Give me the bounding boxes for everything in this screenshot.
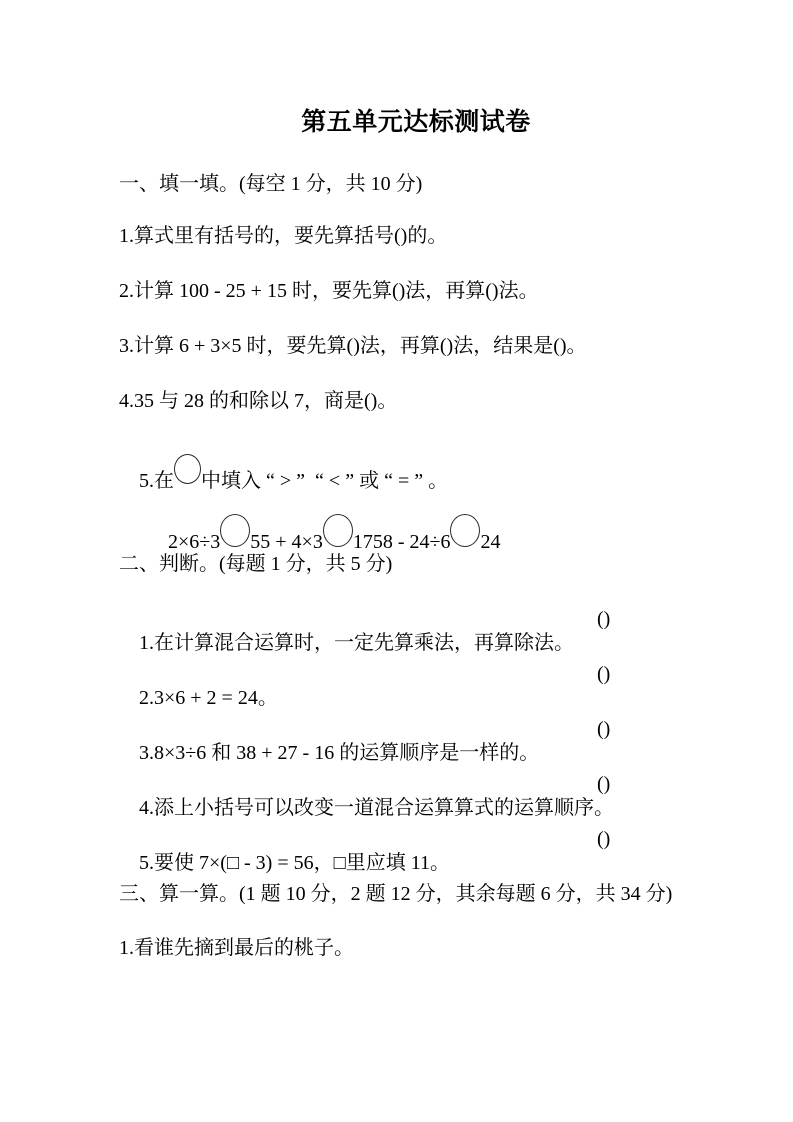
judgment-item-3-mark: (): [597, 718, 611, 740]
judgment-item-5: [119, 827, 679, 923]
judgment-item-1-text: 1.在计算混合运算时，一定先算乘法，再算除法。: [139, 632, 574, 654]
fill-item-4: 4.35 与 28 的和除以 7，商是()。: [119, 390, 398, 412]
judgment-item-1-mark: (): [597, 608, 611, 630]
section3-heading: 三、算一算。(1 题 10 分，2 题 12 分，其余每题 6 分，共 34 分): [119, 883, 673, 905]
judgment-item-2-text: 2.3×6 + 2 = 24。: [139, 687, 278, 709]
section1-heading: 一、填一填。(每空 1 分，共 10 分): [119, 173, 423, 195]
judgment-item-4-mark: (): [597, 773, 611, 795]
fill-item-1: 1.算式里有括号的，要先算括号()的。: [119, 225, 448, 247]
comparison-expression-3: 1758 - 24÷6: [352, 531, 451, 553]
comparison-expression-1: 2×6÷3: [168, 531, 221, 553]
page-title: 第五单元达标测试卷: [301, 108, 531, 136]
judgment-item-4-text: 4.添上小括号可以改变一道混合运算算式的运算顺序。: [139, 797, 614, 819]
comparison-circle-1-icon: [220, 514, 250, 547]
fill-item-3: 3.计算 6 + 3×5 时，要先算()法，再算()法，结果是()。: [119, 335, 587, 357]
fill-item-5-prefix: 5.在: [139, 470, 174, 492]
judgment-item-5-text: 5.要使 7×(□ - 3) = 56，□里应填 11。: [139, 852, 450, 874]
comparison-expression-4: 24: [480, 531, 501, 553]
comparison-circle-3-icon: [450, 514, 480, 547]
judgment-item-2-mark: (): [597, 663, 611, 685]
comparison-expression-2: 55 + 4×3: [250, 531, 323, 553]
fill-item-5-suffix: 中填入 “ > ” “ < ” 或 “ = ” 。: [201, 470, 449, 492]
judgment-item-3-text: 3.8×3÷6 和 38 + 27 - 16 的运算顺序是一样的。: [139, 742, 540, 764]
section2-heading: 二、判断。(每题 1 分，共 5 分): [119, 553, 393, 575]
answer-circle-icon: [174, 454, 201, 484]
calc-item-1: 1.看谁先摘到最后的桃子。: [119, 937, 354, 959]
judgment-item-5-mark: (): [597, 828, 611, 850]
fill-item-2: 2.计算 100 - 25 + 15 时，要先算()法，再算()法。: [119, 280, 539, 302]
comparison-circle-2-icon: [323, 514, 353, 547]
